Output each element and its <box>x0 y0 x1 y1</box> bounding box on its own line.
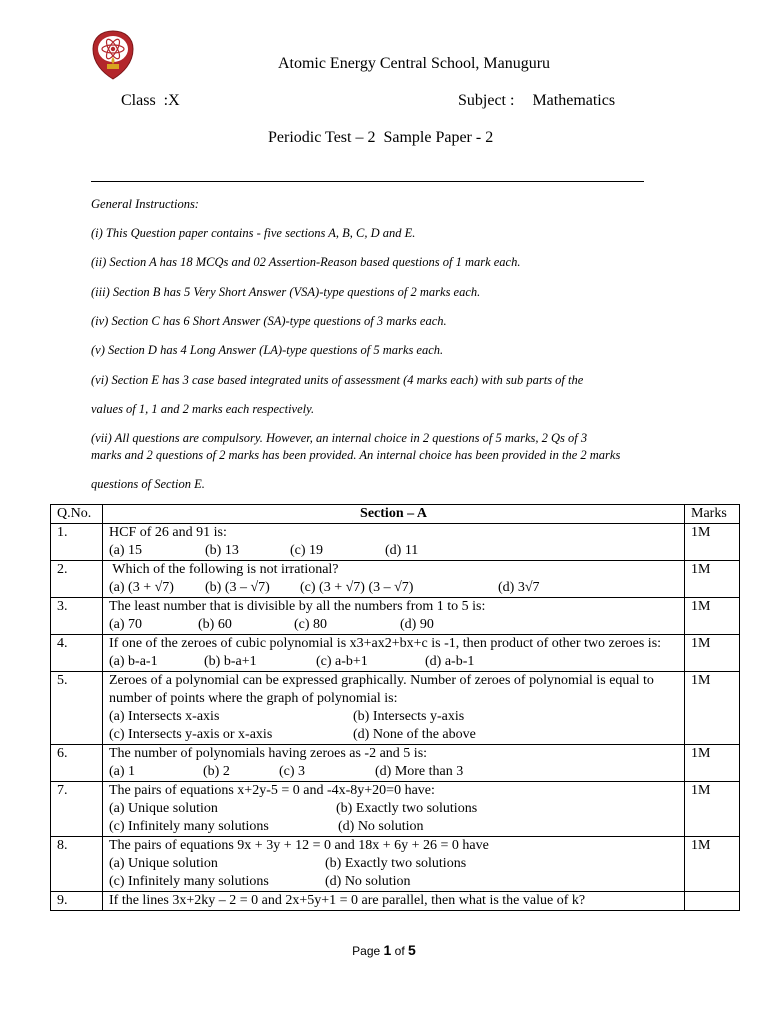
page-word: Page <box>352 944 381 958</box>
question-marks: 1M <box>685 782 740 837</box>
page-number <box>0 942 768 958</box>
question-cell <box>103 745 685 782</box>
subject-label: Subject : <box>458 92 515 109</box>
question-number: 6. <box>51 745 103 782</box>
table-row <box>51 837 740 892</box>
option: (d) 11 <box>385 543 419 558</box>
question-table <box>50 504 740 911</box>
option: (a) 15 <box>109 543 143 558</box>
question-marks: 1M <box>685 561 740 598</box>
question-options <box>109 818 678 836</box>
option: (a) Unique solution <box>109 801 218 816</box>
question-options <box>109 708 678 726</box>
table-row <box>51 561 740 598</box>
option: (d) 3√7 <box>498 580 540 595</box>
table-row <box>51 782 740 837</box>
table-row <box>51 524 740 561</box>
question-options <box>109 579 678 597</box>
option: (d) No solution <box>338 819 424 834</box>
question-cell <box>103 524 685 561</box>
option: (b) 13 <box>205 543 239 558</box>
option: (d) a-b-1 <box>425 654 475 669</box>
option: (b) (3 – √7) <box>205 580 270 595</box>
table-row <box>51 745 740 782</box>
table-row <box>51 892 740 911</box>
option: (d) No solution <box>325 874 411 889</box>
instruction-line: (iii) Section B has 5 Very Short Answer (VSA)-type questions of 2 marks each. <box>91 285 481 299</box>
subject-value: Mathematics <box>532 92 616 109</box>
question-cell <box>103 837 685 892</box>
instruction-line: marks and 2 questions of 2 marks has been provided. An internal choice has been provided in the 2 marks <box>91 448 621 462</box>
question-cell <box>103 672 685 745</box>
option: (a) 1 <box>109 764 136 779</box>
col-qno-header: Q.No. <box>51 505 103 524</box>
question-text: The pairs of equations 9x + 3y + 12 = 0 and 18x + 6y + 26 = 0 have <box>109 838 489 853</box>
question-number: 3. <box>51 598 103 635</box>
class-label: Class :X <box>121 92 180 109</box>
instruction-line: (ii) Section A has 18 MCQs and 02 Assertion-Reason based questions of 1 mark each. <box>91 255 521 269</box>
subject-line <box>458 92 615 110</box>
option: (b) Exactly two solutions <box>336 801 478 816</box>
question-text: The pairs of equations x+2y-5 = 0 and -4x-8y+20=0 have: <box>109 783 435 798</box>
question-number: 7. <box>51 782 103 837</box>
instruction-line: (i) This Question paper contains - five sections A, B, C, D and E. <box>91 226 416 240</box>
question-marks: 1M <box>685 672 740 745</box>
instruction-line: (v) Section D has 4 Long Answer (LA)-type questions of 5 marks each. <box>91 343 444 357</box>
question-marks <box>685 892 740 911</box>
table-row <box>51 635 740 672</box>
option: (c) Infinitely many solutions <box>109 874 269 889</box>
question-marks: 1M <box>685 837 740 892</box>
option: (a) Intersects x-axis <box>109 709 220 724</box>
question-cell <box>103 782 685 837</box>
question-cell <box>103 561 685 598</box>
question-marks: 1M <box>685 745 740 782</box>
table-row <box>51 598 740 635</box>
question-cell <box>103 892 685 911</box>
header-divider <box>91 181 644 182</box>
instruction-line: (vi) Section E has 3 case based integrated units of assessment (4 marks each) with sub parts of the <box>91 373 584 387</box>
question-options <box>109 873 678 891</box>
question-text: If the lines 3x+2ky – 2 = 0 and 2x+5y+1 = 0 are parallel, then what is the value of k? <box>109 893 586 908</box>
option: (a) 70 <box>109 617 143 632</box>
option: (d) More than 3 <box>375 764 464 779</box>
instruction-line: questions of Section E. <box>91 477 205 491</box>
question-number: 5. <box>51 672 103 745</box>
question-options <box>109 726 678 744</box>
option: (b) Intersects y-axis <box>353 709 465 724</box>
col-marks-header: Marks <box>685 505 740 524</box>
option: (c) 80 <box>294 617 328 632</box>
option: (a) Unique solution <box>109 856 218 871</box>
question-number: 9. <box>51 892 103 911</box>
question-text: The number of polynomials having zeroes as -2 and 5 is: <box>109 746 428 761</box>
table-header-row <box>51 505 740 524</box>
table-row <box>51 672 740 745</box>
question-text: Which of the following is not irrational? <box>109 562 339 577</box>
question-text: If one of the zeroes of cubic polynomial is x3+ax2+bx+c is -1, then product of other two zeroes is: <box>109 636 662 651</box>
option: (c) a-b+1 <box>316 654 368 669</box>
current-page: 1 <box>383 942 392 958</box>
question-number: 2. <box>51 561 103 598</box>
option: (c) (3 + √7) (3 – √7) <box>300 580 414 595</box>
question-number: 4. <box>51 635 103 672</box>
instruction-line: (iv) Section C has 6 Short Answer (SA)-type questions of 3 marks each. <box>91 314 447 328</box>
question-text: The least number that is divisible by all the numbers from 1 to 5 is: <box>109 599 486 614</box>
question-options <box>109 855 678 873</box>
option: (b) b-a+1 <box>204 654 257 669</box>
option: (a) (3 + √7) <box>109 580 174 595</box>
option: (c) 19 <box>290 543 324 558</box>
question-text: HCF of 26 and 91 is: <box>109 525 227 540</box>
question-cell <box>103 635 685 672</box>
option: (c) 3 <box>279 764 306 779</box>
question-options <box>109 800 678 818</box>
question-options <box>109 542 678 560</box>
question-marks: 1M <box>685 635 740 672</box>
option: (b) 60 <box>198 617 232 632</box>
total-pages: 5 <box>408 942 416 958</box>
col-section-header: Section – A <box>103 505 685 524</box>
option: (d) 90 <box>400 617 434 632</box>
test-title: Periodic Test – 2 Sample Paper - 2 <box>268 129 494 146</box>
option: (a) b-a-1 <box>109 654 158 669</box>
question-cell <box>103 598 685 635</box>
option: (b) 2 <box>203 764 230 779</box>
option: (c) Intersects y-axis or x-axis <box>109 727 273 742</box>
instruction-line: (vii) All questions are compulsory. However, an internal choice in 2 questions of 5 marks, 2 Qs of 3 <box>91 431 588 445</box>
school-name: Atomic Energy Central School, Manuguru <box>277 55 551 72</box>
option: (c) Infinitely many solutions <box>109 819 269 834</box>
question-marks: 1M <box>685 524 740 561</box>
question-text: Zeroes of a polynomial can be expressed graphically. Number of zeroes of polynomial is equal to number of points where the graph of polynomial is: <box>109 673 654 706</box>
option: (b) Exactly two solutions <box>325 856 467 871</box>
question-options <box>109 653 678 671</box>
question-number: 8. <box>51 837 103 892</box>
question-number: 1. <box>51 524 103 561</box>
question-marks: 1M <box>685 598 740 635</box>
instruction-line: values of 1, 1 and 2 marks each respectively. <box>91 402 315 416</box>
question-options <box>109 763 678 781</box>
of-word: of <box>394 944 405 958</box>
question-options <box>109 616 678 634</box>
option: (d) None of the above <box>353 727 476 742</box>
instructions-heading: General Instructions: <box>91 197 199 211</box>
